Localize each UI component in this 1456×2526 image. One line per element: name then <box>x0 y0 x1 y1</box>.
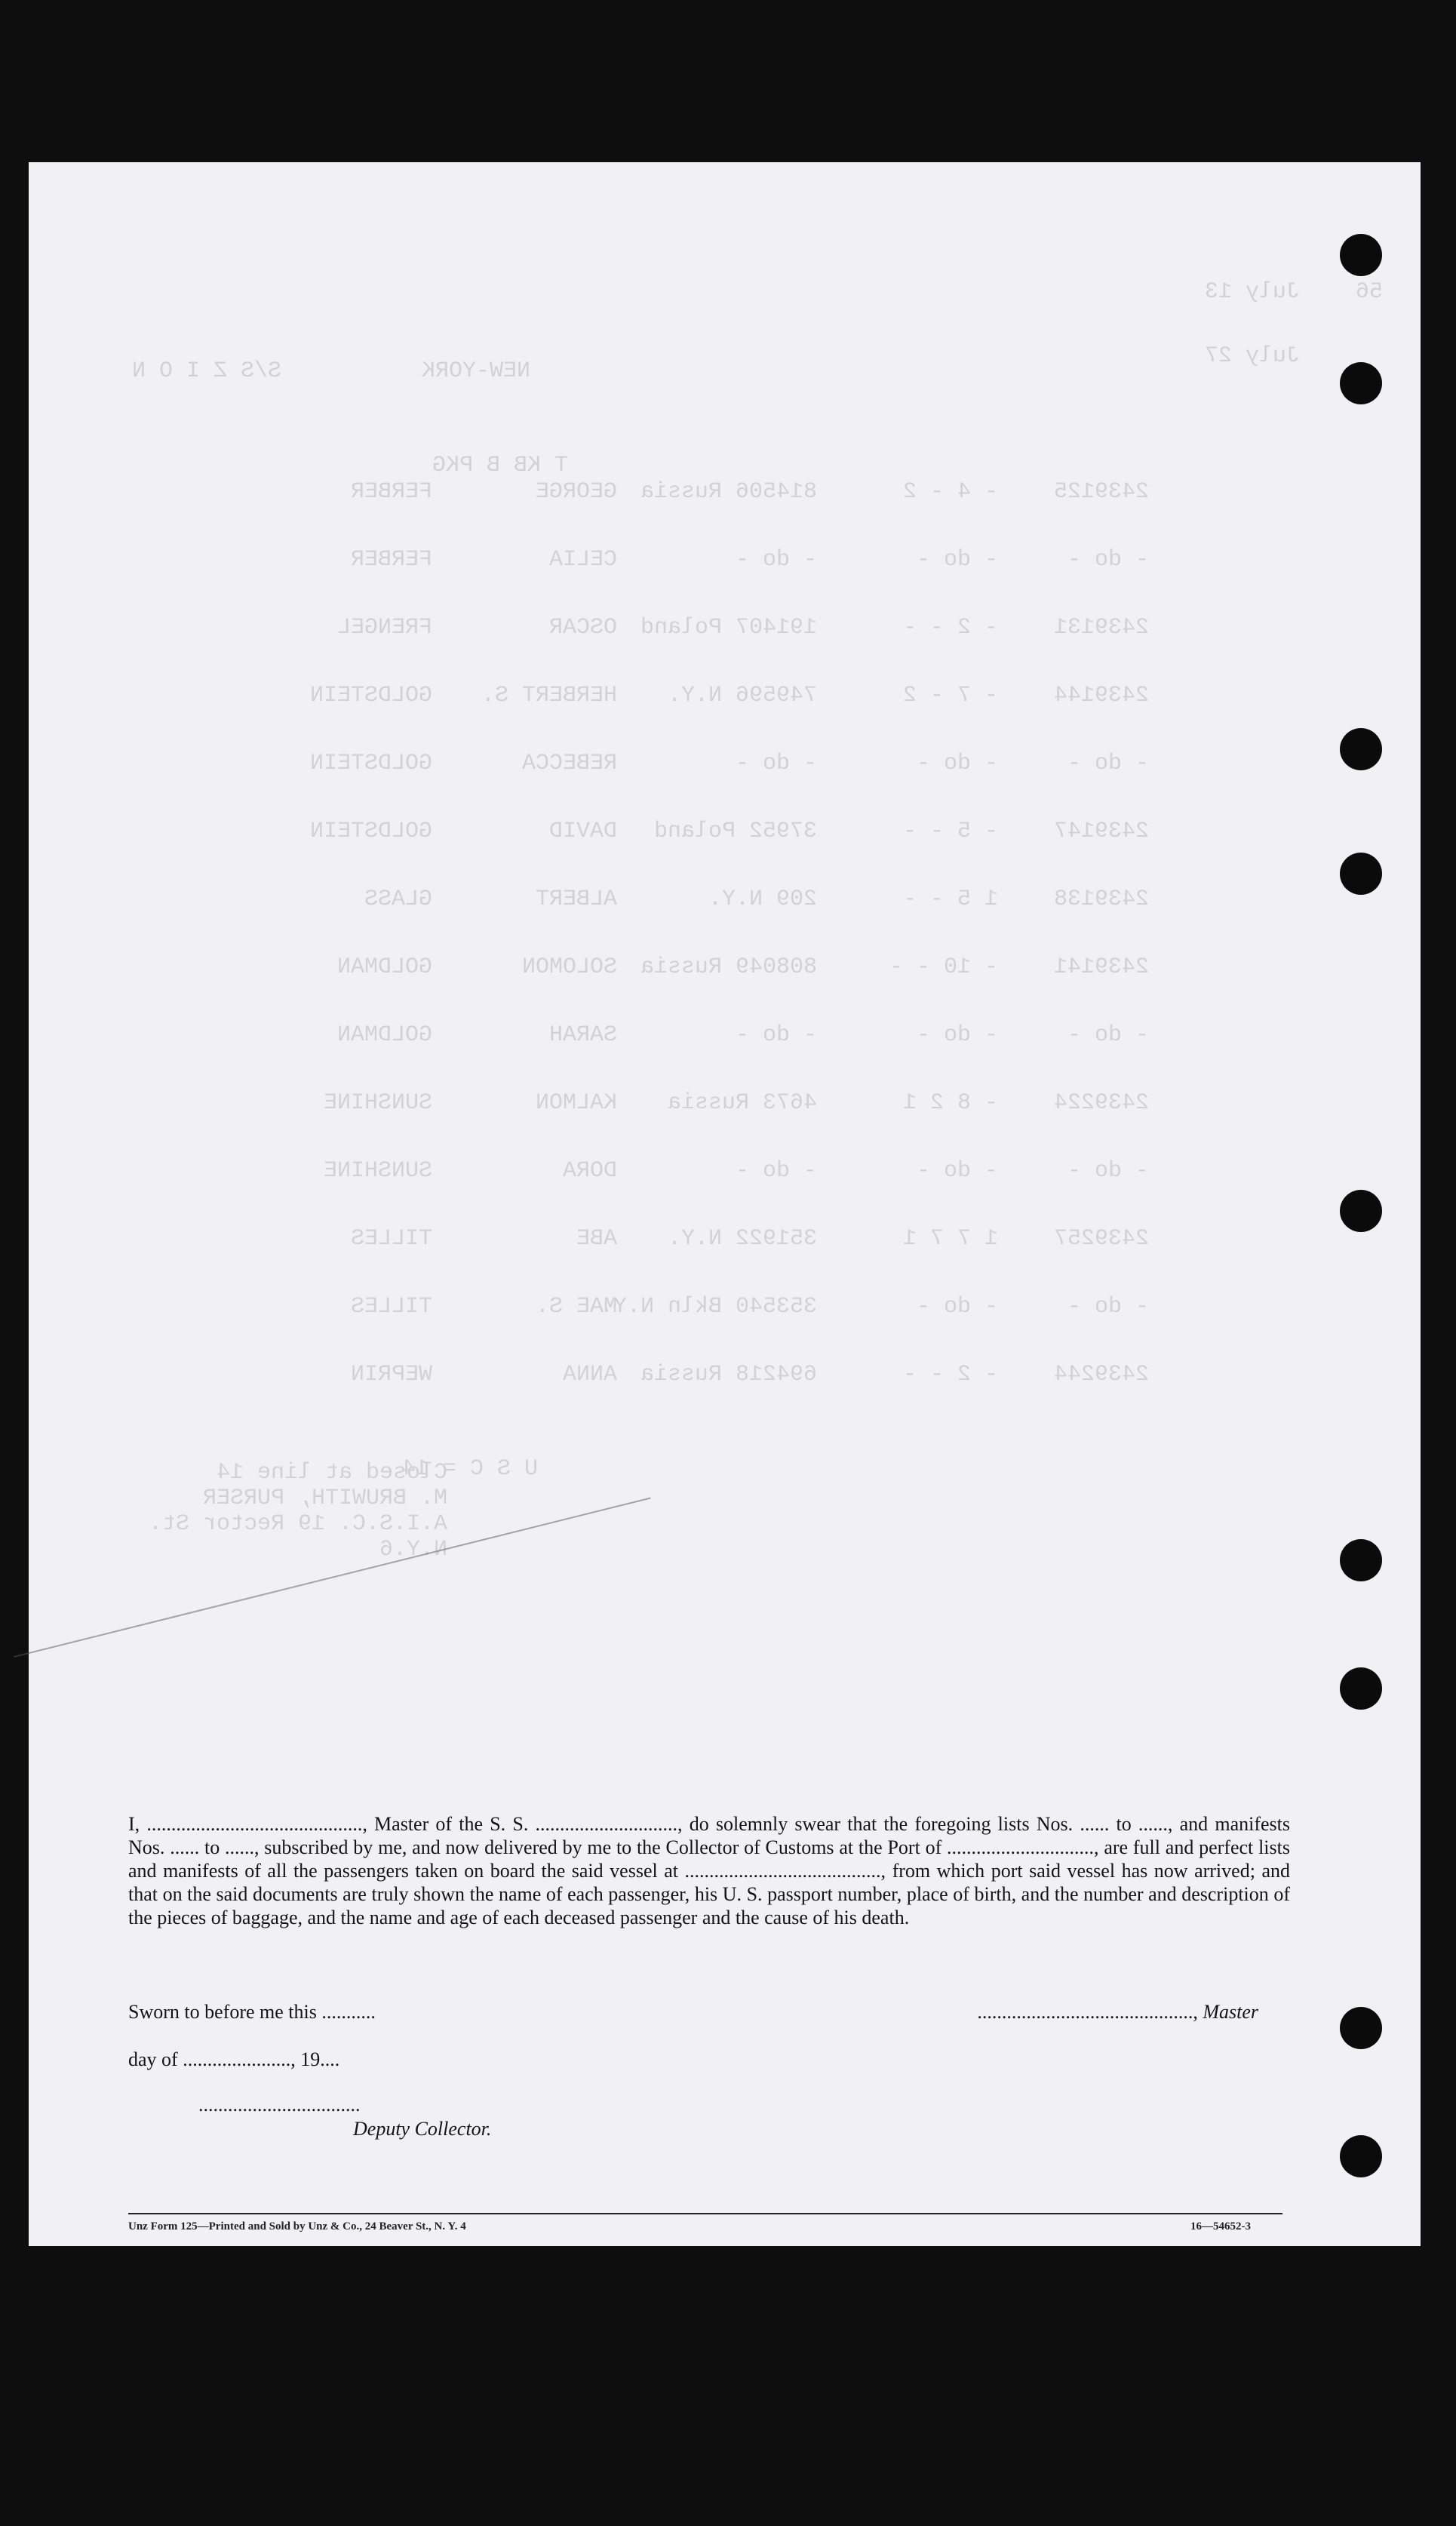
punch-hole <box>1340 234 1382 276</box>
bleed-total: U S C = 14 <box>401 1456 538 1482</box>
bleed-row <box>29 1430 1421 1475</box>
punch-hole <box>1340 1190 1382 1232</box>
bleed-vessel: S/S Z I O N <box>131 358 281 384</box>
bleed-row: GOLDMAN SARAH - do - - do - - do - <box>336 1022 1149 1048</box>
punch-hole <box>1340 1539 1382 1581</box>
bleed-through-text <box>29 162 1421 2246</box>
punch-hole <box>1340 2007 1382 2049</box>
bleed-row: TILLES MAE S. 353540 Bkln N.Y. - do - - do - <box>350 1294 1149 1320</box>
bleed-row: WEPRIN ANNA 694218 Russia - 2 - - 2439244 <box>350 1362 1149 1387</box>
bleed-date-arrival: July 27 <box>1204 343 1300 369</box>
bleed-row: GOLDSTEIN REBECCA - do - - do - - do - <box>309 751 1149 776</box>
punch-hole <box>1340 362 1382 404</box>
bleed-row: FERBER CELIA - do - - do - - do - <box>350 547 1149 573</box>
bleed-year: 56 <box>1355 279 1383 305</box>
bleed-date-departure: July 13 <box>1204 279 1300 305</box>
punch-hole <box>1340 1667 1382 1710</box>
bleed-row: FERBER GEORGE 814506 Russia - 4 - 2 2439125 <box>350 479 1149 505</box>
master-dots: ............................................, <box>977 2001 1198 2023</box>
bleed-row: FRENGEL OSCAR 191407 Poland - 2 - - 2439131 <box>336 615 1149 641</box>
bleed-row: TILLES ABE 351922 N.Y. 1 7 7 1 2439257 <box>350 1226 1149 1252</box>
bleed-row: SUNSHINE DORA - do - - do - - do - <box>323 1158 1149 1184</box>
master-label: Master <box>1203 2001 1258 2023</box>
bleed-row: GOLDSTEIN DAVID 37952 Poland - 5 - - 2439147 <box>309 819 1149 844</box>
punch-hole <box>1340 2135 1382 2177</box>
footer-rule <box>128 2213 1282 2214</box>
master-oath-paragraph: I, ............................................, Master of the S. S. ............................., do solemnly swear that the foregoing lists Nos. ...... to ......, and manifests Nos. ...... to ......, subscribed by me, and now delivered by me to the Collector of Customs at the Port of .............................., are full and perfect lists and manifests of all the passengers taken on board the said vessel at ........................................, from which port said vessel has now arrived; and that on the said documents are truly shown the name of each passenger, his U. S. passport number, place of birth, and the number and description of the pieces of baggage, and the name and age of each deceased passenger and the cause of his death. <box>128 1813 1290 1928</box>
bleed-column-heads: T KB B PKG <box>432 453 568 478</box>
bleed-row: GOLDSTEIN HERBERT S. 749596 N.Y. - 7 - 2 2439144 <box>309 683 1149 708</box>
bleed-port: NEW-YORK <box>421 358 530 384</box>
manifest-page <box>29 162 1421 2246</box>
bleed-row: SUNSHINE KALMON 4673 Russia - 8 2 1 2439224 <box>323 1090 1149 1116</box>
punch-hole <box>1340 853 1382 895</box>
form-imprint: Unz Form 125—Printed and Sold by Unz & Co., 24 Beaver St., N. Y. 4 <box>128 2220 466 2233</box>
day-of-line: day of ......................, 19.... <box>128 2048 340 2070</box>
bleed-row: GOLDMAN SOLOMON 808049 Russia - 10 - - 2439141 <box>336 954 1149 980</box>
form-number: 16—54652-3 <box>1190 2220 1251 2233</box>
bleed-closing-note: Closed at line 14 M. BRUWITH, PURSER A.I.S.C. 19 Rector St. N.Y.6 <box>148 1460 447 1563</box>
sworn-line: Sworn to before me this ........... <box>128 2001 376 2023</box>
pen-stroke <box>14 1498 651 1658</box>
master-signature-line <box>977 2001 1258 2024</box>
deputy-collector-label: Deputy Collector. <box>353 2118 492 2140</box>
punch-hole <box>1340 728 1382 770</box>
bleed-row: GLASS ALBERT 209 N.Y. 1 5 - - 2439138 <box>364 887 1149 912</box>
deputy-dots: ................................. <box>198 2094 361 2116</box>
